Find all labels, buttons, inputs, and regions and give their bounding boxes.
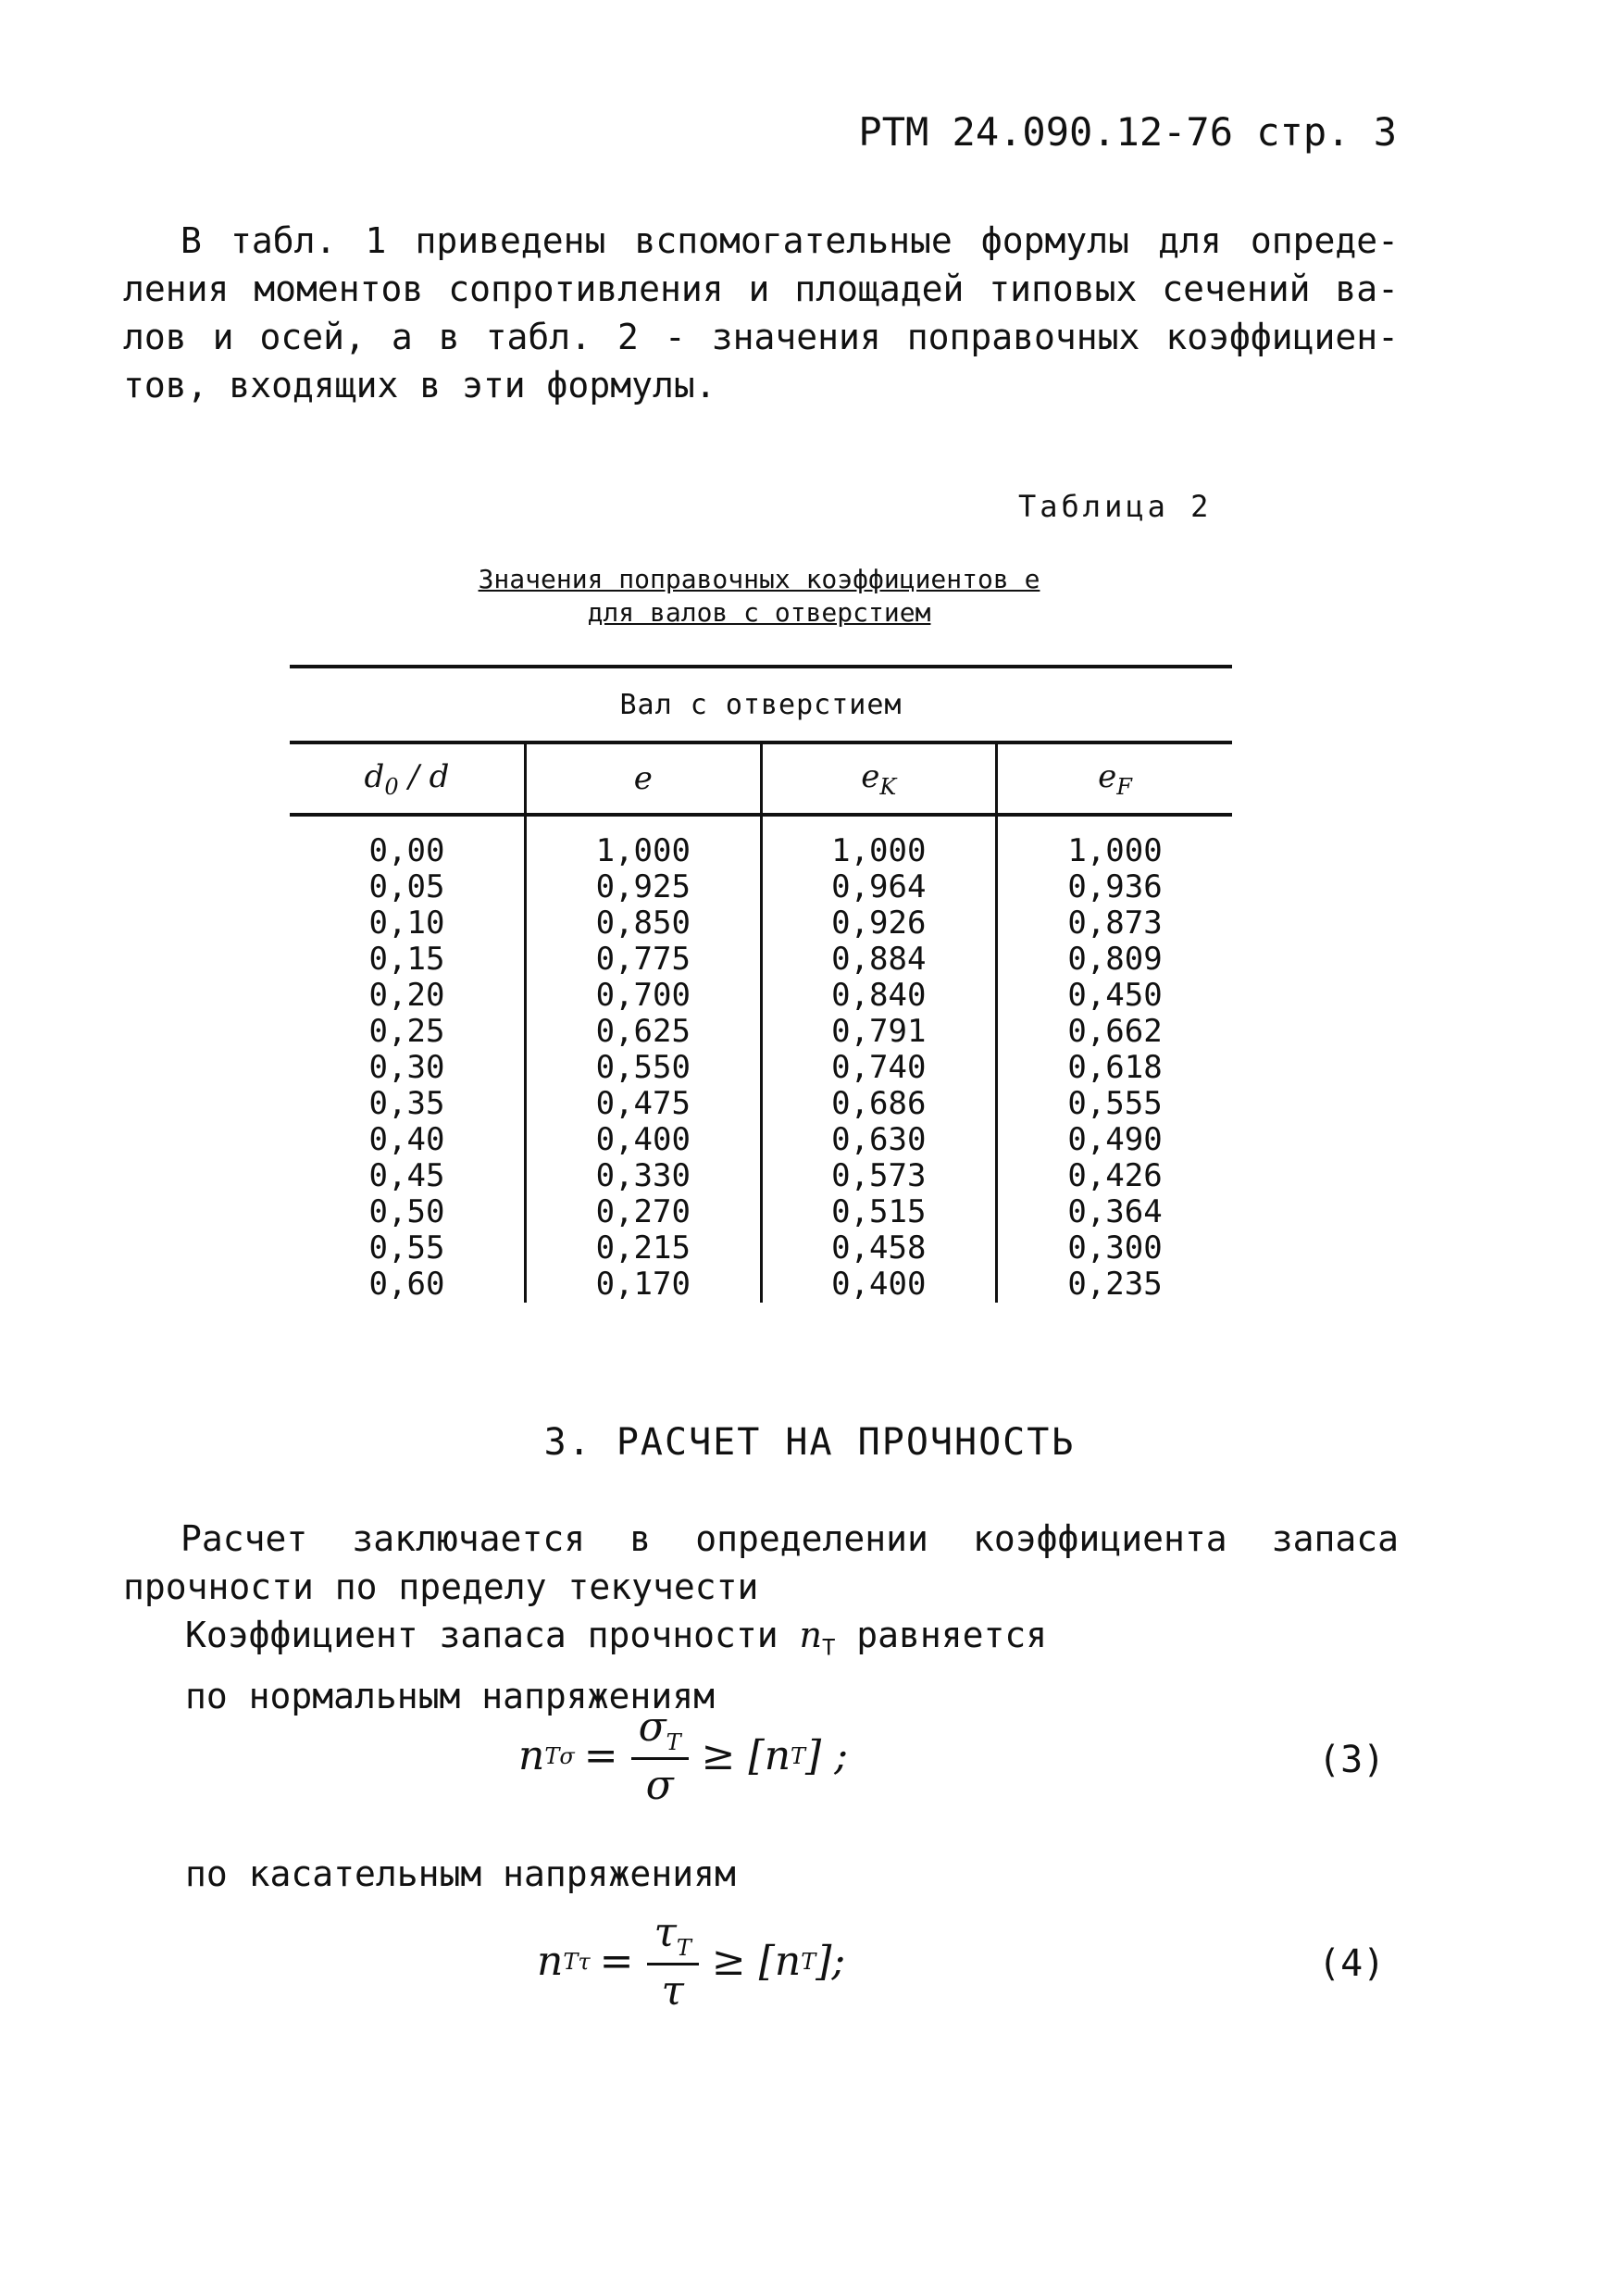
table-cell: 0,35	[368, 1085, 445, 1122]
table-row	[290, 905, 1232, 942]
table-cell: 0,686	[761, 1086, 997, 1122]
table-title-line1: Значения поправочных коэффициентов e	[478, 564, 1040, 594]
table-cell: 0,555	[997, 1086, 1233, 1122]
group-header: Вал с отверстием	[290, 667, 1232, 742]
table-cell: 0,00	[368, 832, 445, 869]
table-cell: 0,10	[368, 905, 445, 942]
table-cell: 0,625	[526, 1014, 762, 1050]
table-row	[290, 869, 1232, 905]
col-header-ef: $e_F$	[997, 742, 1233, 815]
table-cell: 0,630	[761, 1122, 997, 1158]
intro-paragraph	[123, 217, 1399, 409]
table-cell: 0,515	[761, 1194, 997, 1230]
table-row	[290, 1014, 1232, 1050]
fraction: $\frac{\tau_T}{\tau}$	[647, 1909, 699, 2015]
equation-number-3: (3)	[1318, 1739, 1386, 1781]
table-cell: 0,850	[526, 905, 762, 942]
table-row	[290, 978, 1232, 1014]
table-cell: 0,60	[368, 1266, 445, 1303]
page-header: РТМ 24.090.12-76 стр. 3	[858, 109, 1397, 155]
table-cell: 0,809	[997, 942, 1233, 978]
table-cell: 1,000	[761, 815, 997, 869]
table-row	[290, 1194, 1232, 1230]
col-header-d0-d: $d_0$ / d	[290, 742, 526, 815]
table-body	[290, 815, 1232, 1303]
table-cell: 0,25	[368, 1013, 445, 1050]
intro-line: ления моментов сопротивления и площадей типовых сечений ва-	[123, 268, 1399, 309]
table-row	[290, 1267, 1232, 1303]
table-cell: 0,926	[761, 905, 997, 942]
table-cell: 0,775	[526, 942, 762, 978]
table-cell: 0,15	[368, 941, 445, 978]
table-row	[290, 1086, 1232, 1122]
table-cell: 0,450	[997, 978, 1233, 1014]
coef-line: Коэффициент запаса прочности $n_T$ равняется	[185, 1615, 1048, 1661]
col-header-ek: $e_K$	[761, 742, 997, 815]
table-cell: 0,740	[761, 1050, 997, 1086]
table-cell: 0,170	[526, 1267, 762, 1303]
table-cell: 0,475	[526, 1086, 762, 1122]
table-cell: 0,364	[997, 1194, 1233, 1230]
table-cell: 0,45	[368, 1157, 445, 1194]
fraction: $\frac{\sigma_T}{\sigma}$	[631, 1703, 689, 1809]
table-cell: 0,300	[997, 1230, 1233, 1267]
table-cell: 0,400	[761, 1267, 997, 1303]
table-cell: 1,000	[526, 815, 762, 869]
table-cell: 0,20	[368, 977, 445, 1014]
table-cell: 0,270	[526, 1194, 762, 1230]
table-cell: 0,40	[368, 1121, 445, 1158]
table-row	[290, 815, 1232, 869]
table-cell: 0,550	[526, 1050, 762, 1086]
table-cell: 0,05	[368, 868, 445, 905]
formula-4: n Tτ = $\frac{\tau_T}{\tau}$ ≥ [n T ];	[537, 1909, 846, 2015]
table-cell: 0,55	[368, 1229, 445, 1267]
table-cell: 0,791	[761, 1014, 997, 1050]
table-row	[290, 1050, 1232, 1086]
table-cell: 0,840	[761, 978, 997, 1014]
intro-line: тов, входящих в эти формулы.	[123, 365, 716, 406]
intro-line: В табл. 1 приведены вспомогательные формулы для опреде-	[181, 220, 1399, 261]
intro-line: лов и осей, а в табл. 2 - значения поправочных коэффициен-	[123, 317, 1399, 357]
table-cell: 0,618	[997, 1050, 1233, 1086]
calc-line: Расчет заключается в определении коэффициента запаса	[181, 1518, 1399, 1559]
table-title	[435, 563, 1083, 630]
table-cell: 0,330	[526, 1158, 762, 1194]
table-cell: 0,573	[761, 1158, 997, 1194]
calc-line: прочности по пределу текучести	[123, 1566, 759, 1607]
table-cell: 1,000	[997, 815, 1233, 869]
tangent-stress-line: по касательным напряжениям	[185, 1853, 736, 1894]
normal-stress-line: по нормальным напряжениям	[185, 1675, 715, 1716]
col-header-e: e	[526, 742, 762, 815]
table-cell: 0,925	[526, 869, 762, 905]
table-row	[290, 1230, 1232, 1267]
table-label: Таблица 2	[1018, 489, 1213, 524]
table-cell: 0,30	[368, 1049, 445, 1086]
table-cell: 0,884	[761, 942, 997, 978]
section-title: 3. РАСЧЕТ НА ПРОЧНОСТЬ	[543, 1421, 1076, 1464]
table-cell: 0,700	[526, 978, 762, 1014]
table-cell: 0,458	[761, 1230, 997, 1267]
coefficients-table	[290, 665, 1232, 1303]
table-cell: 0,936	[997, 869, 1233, 905]
calc-paragraph	[123, 1515, 1399, 1611]
table-cell: 0,400	[526, 1122, 762, 1158]
table-row	[290, 1158, 1232, 1194]
table-cell: 0,235	[997, 1267, 1233, 1303]
table-cell: 0,662	[997, 1014, 1233, 1050]
formula-3: n Tσ = $\frac{\sigma_T}{\sigma}$ ≥ [n T ] ;	[518, 1703, 849, 1809]
table-row	[290, 942, 1232, 978]
table-cell: 0,50	[368, 1193, 445, 1230]
table-cell: 0,873	[997, 905, 1233, 942]
table-cell: 0,964	[761, 869, 997, 905]
table-row	[290, 1122, 1232, 1158]
table-cell: 0,490	[997, 1122, 1233, 1158]
table-cell: 0,215	[526, 1230, 762, 1267]
table-cell: 0,426	[997, 1158, 1233, 1194]
equation-number-4: (4)	[1318, 1942, 1386, 1985]
table-title-line2: для валов с отверстием	[587, 597, 931, 628]
